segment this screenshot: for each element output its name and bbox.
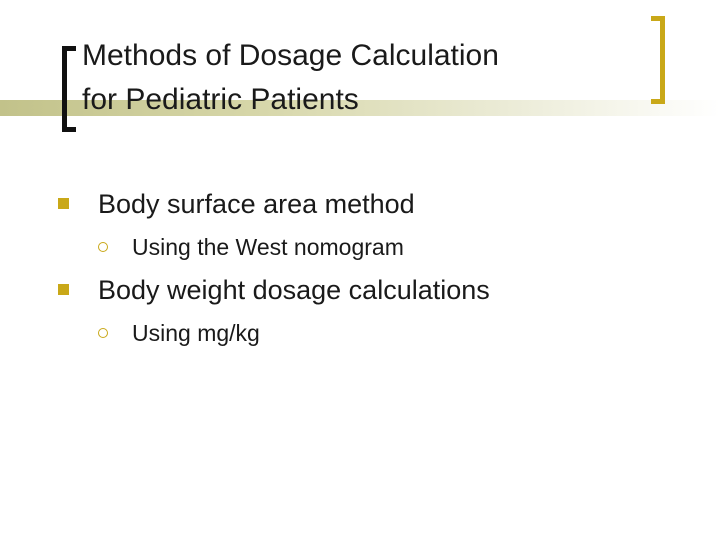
title-line-2: for Pediatric Patients: [82, 83, 359, 116]
sub-bullet-item: [98, 233, 658, 261]
circle-bullet-icon: [98, 328, 108, 338]
bullet-text: Body surface area method: [98, 189, 415, 219]
sub-bullet-item: [98, 319, 658, 347]
square-bullet-icon: [58, 284, 69, 295]
bullet-item: [58, 188, 678, 220]
bullet-text: Body weight dosage calculations: [98, 275, 490, 305]
circle-bullet-icon: [98, 242, 108, 252]
bullet-item: [58, 274, 678, 306]
sub-bullet-text: Using mg/kg: [132, 320, 260, 346]
title-line-1: Methods of Dosage Calculation: [82, 39, 499, 72]
sub-bullet-text: Using the West nomogram: [132, 234, 404, 260]
square-bullet-icon: [58, 198, 69, 209]
